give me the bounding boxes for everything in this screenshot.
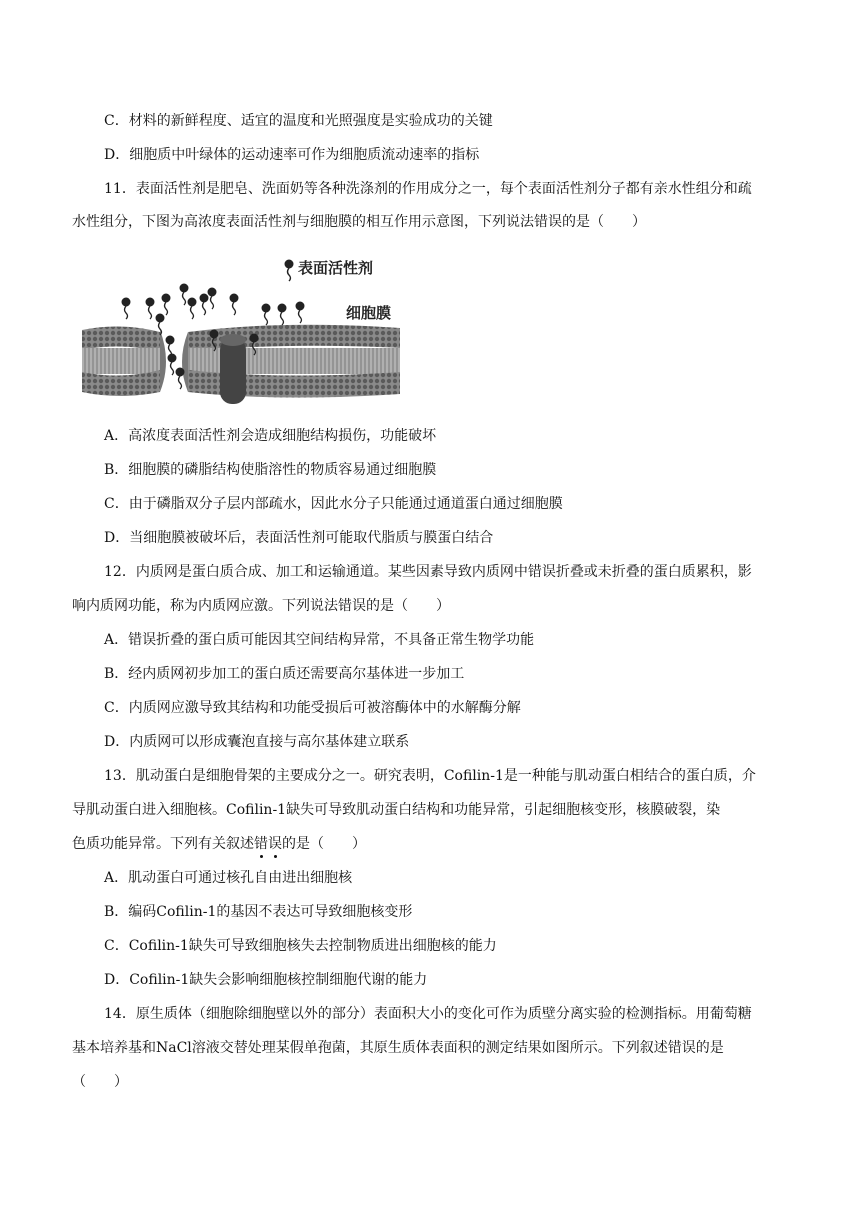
q14-stem-line2: 基本培养基和NaCl溶液交替处理某假单孢菌，其原生质体表面积的测定结果如图所示。下列叙述错误的是: [72, 1040, 724, 1056]
q11-option-d: D．当细胞膜被破坏后，表面活性剂可能取代脂质与膜蛋白结合: [104, 530, 494, 546]
legend-surfactant-icon: [285, 260, 294, 282]
q12-option-a: A．错误折叠的蛋白质可能因其空间结构异常，不具备正常生物学功能: [104, 632, 535, 648]
emphasis-char-1: 错: [254, 836, 268, 852]
q13-stem-line3: [72, 834, 366, 854]
q12-option-d: D．内质网可以形成囊泡直接与高尔基体建立联系: [104, 734, 410, 750]
q13-option-c: C．Cofilin-1缺失可导致细胞核失去控制物质进出细胞核的能力: [104, 938, 497, 954]
q11-option-b: B．细胞膜的磷脂结构使脂溶性的物质容易通过细胞膜: [104, 462, 437, 478]
q12-stem-line1: 12．内质网是蛋白质合成、加工和运输通道。某些因素导致内质网中错误折叠或未折叠的蛋白质累积，影: [104, 564, 752, 580]
membrane-left-segment: [82, 326, 166, 396]
legend-surfactant-label: 表面活性剂: [298, 259, 374, 277]
membrane-label: 细胞膜: [346, 304, 392, 322]
q13-stem-line2: 导肌动蛋白进入细胞核。Cofilin-1缺失可导致肌动蛋白结构和功能异常，引起细胞核变形，核膜破裂，染: [72, 802, 721, 818]
q11-option-c: C．由于磷脂双分子层内部疏水，因此水分子只能通过通道蛋白通过细胞膜: [104, 496, 563, 512]
q13-option-a: A．肌动蛋白可通过核孔自由进出细胞核: [104, 870, 353, 886]
q14-stem-line1: 14．原生质体（细胞除细胞壁以外的部分）表面积大小的变化可作为质壁分离实验的检测指标。用葡萄糖: [104, 1006, 752, 1022]
q10-option-c: C．材料的新鲜程度、适宜的温度和光照强度是实验成功的关键: [104, 113, 493, 129]
q12-option-c: C．内质网应激导致其结构和功能受损后可被溶酶体中的水解酶分解: [104, 700, 521, 716]
q13-option-b: B．编码Cofilin-1的基因不表达可导致细胞核变形: [104, 904, 413, 920]
q13-option-d: D．Cofilin-1缺失会影响细胞核控制细胞代谢的能力: [104, 972, 428, 988]
q11-stem-line2: 水性组分，下图为高浓度表面活性剂与细胞膜的相互作用示意图，下列说法错误的是（ ）: [72, 214, 646, 230]
q12-stem-line2: 响内质网功能，称为内质网应激。下列说法错误的是（ ）: [72, 598, 450, 614]
q13-stem-line3-post: 的是（ ）: [282, 836, 366, 852]
q13-stem-line3-pre: 色质功能异常。下列有关叙述: [72, 836, 254, 852]
q13-stem-line1: 13．肌动蛋白是细胞骨架的主要成分之一。研究表明，Cofilin-1是一种能与肌动蛋白相结合的蛋白质，介: [104, 768, 756, 784]
membrane-protein: [220, 334, 246, 404]
surfactant-membrane-figure: [80, 252, 410, 412]
emphasis-char-2: 误: [268, 836, 282, 852]
q10-option-d: D．细胞质中叶绿体的运动速率可作为细胞质流动速率的指标: [104, 147, 480, 163]
q11-stem-line1: 11．表面活性剂是肥皂、洗面奶等各种洗涤剂的作用成分之一，每个表面活性剂分子都有亲水性组分和疏: [104, 181, 752, 197]
q14-stem-line3: （ ）: [72, 1074, 128, 1090]
q11-option-a: A．高浓度表面活性剂会造成细胞结构损伤，功能破坏: [104, 428, 437, 444]
q12-option-b: B．经内质网初步加工的蛋白质还需要高尔基体进一步加工: [104, 666, 465, 682]
